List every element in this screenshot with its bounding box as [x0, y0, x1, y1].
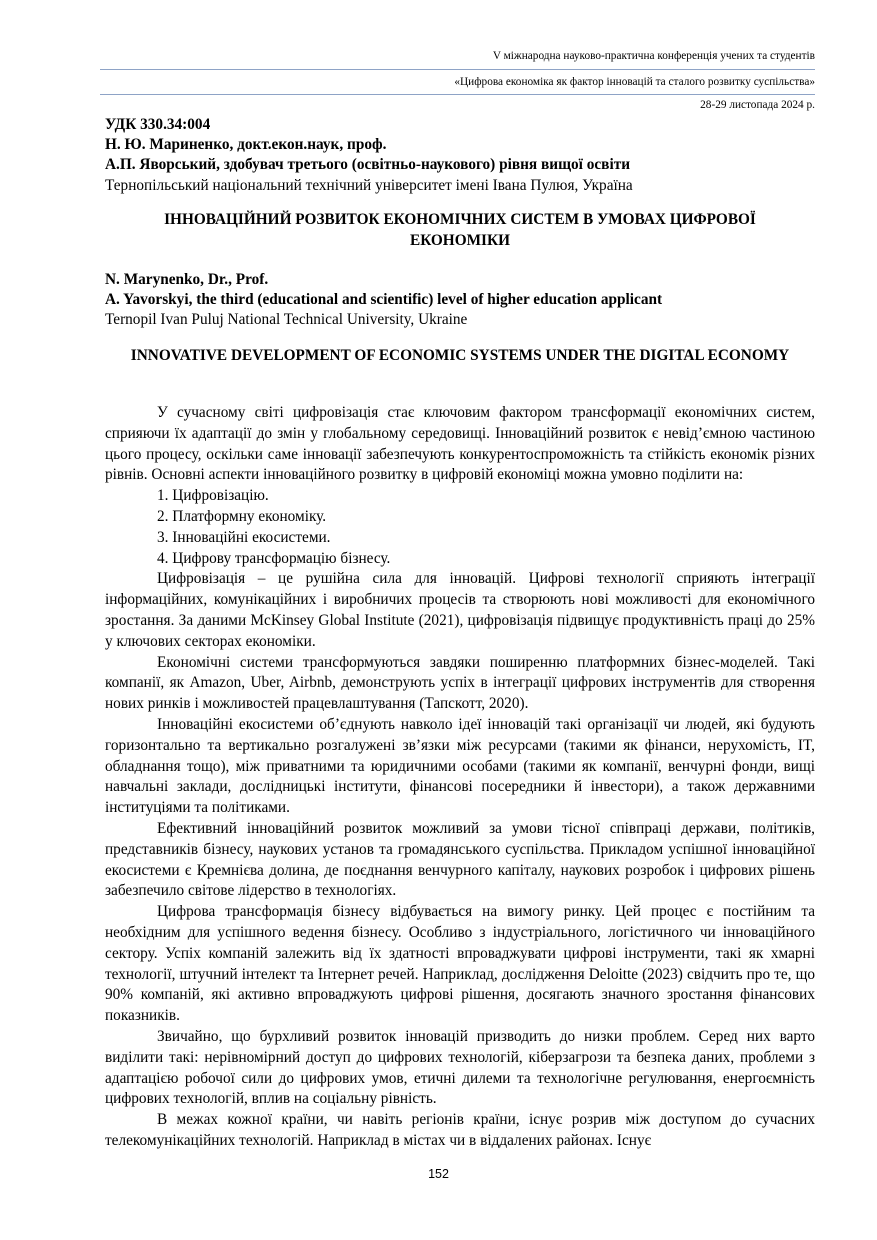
affiliation-ua: Тернопільський національний технічний університет імені Івана Пулюя, Україна [105, 177, 633, 194]
header-conference: V міжнародна науково-практична конференція учених та студентів [492, 50, 815, 62]
paragraph-digital-divide: В межах кожної країни, чи навіть регіонів країни, існує розрив між доступом до сучасних телекомунікаційних технологій. Наприклад в містах чи в віддалених районах. Існує [105, 1111, 815, 1149]
paragraph-digitalization: Цифровізація – це рушійна сила для інновацій. Цифрові технології сприяють інтеграції інформаційних, комунікаційних і виробничих процесів та створюють нові можливості для економічного зростання. За даними McKinsey Global Institute (2021), цифровізація підвищує продуктивність праці до 25% у ключових секторах економіки. [105, 570, 815, 650]
author-en-2: A. Yavorskyi, the third (educational and scientific) level of higher education applicant [105, 291, 663, 308]
title-ua: ІННОВАЦІЙНИЙ РОЗВИТОК ЕКОНОМІЧНИХ СИСТЕМ В УМОВАХ ЦИФРОВОЇ ЕКОНОМІКИ [164, 211, 756, 249]
paragraph-cooperation: Ефективний інноваційний розвиток можливий за умови тісної співпраці держави, політиків, представників бізнесу, наукових установ та громадянського суспільства. Прикладом успішної інноваційної екосистеми є Кремнієва долина, де поєднання венчурного капіталу, наукових розробок і цифрових рішень забезпечило світове лідерство в технологіях. [105, 819, 815, 900]
paragraph-platforms: Економічні системи трансформуються завдяки поширенню платформних бізнес-моделей. Такі компанії, як Amazon, Uber, Airbnb, демонструють успіх в інтеграції цифрових інструментів для створення нових ринків і можливостей працевлаштування (Тапскотт, 2020). [105, 653, 815, 713]
list-item: 2. Платформну економіку. [157, 507, 327, 525]
article-body [105, 403, 815, 1152]
author-en-1: N. Marynenko, Dr., Prof. [105, 271, 269, 288]
list-item: 1. Цифровізацію. [157, 487, 269, 505]
udc-code: УДК 330.34:004 [105, 116, 211, 133]
list-item: 4. Цифрову трансформацію бізнесу. [157, 549, 391, 567]
author-ua-2: А.П. Яворський, здобувач третього (освітньо-наукового) рівня вищої освіти [105, 156, 631, 173]
aspects-list [105, 486, 815, 569]
paragraph-problems: Звичайно, що бурхливий розвиток інновацій призводить до низки проблем. Серед них варто виділити такі: нерівномірний доступ до цифрових технологій, кіберзагрози та безпека даних, проблеми з адаптацією робочої сили до цифрових умов, етичні дилеми та технологічне регулювання, енергоємність цифрових технологій, вплив на соціальну рівність. [105, 1027, 815, 1108]
list-item: 3. Інноваційні екосистеми. [157, 528, 331, 546]
header-conference-title: «Цифрова економіка як фактор інновацій та сталого розвитку суспільства» [454, 76, 815, 88]
header-rule-1 [100, 69, 815, 70]
header-date: 28-29 листопада 2024 р. [700, 99, 815, 111]
title-en: INNOVATIVE DEVELOPMENT OF ECONOMIC SYSTEMS UNDER THE DIGITAL ECONOMY [130, 347, 790, 364]
header-rule-2 [100, 94, 815, 95]
paragraph-intro: У сучасному світі цифровізація стає ключовим фактором трансформації економічних систем, сприяючи їх адаптації до змін у глобальному середовищі. Інноваційний розвиток є невід’ємною частиною цього процесу, оскільки саме інновації забезпечують конкурентоспроможність та стійкість економік різних рівнів. Основні аспекти інноваційного розвитку в цифровій економіці можна умовно поділити на: [105, 404, 815, 484]
affiliation-en: Ternopil Ivan Puluj National Technical University, Ukraine [105, 311, 468, 328]
paragraph-transformation: Цифрова трансформація бізнесу відбувається на вимогу ринку. Цей процес є постійним та необхідним для успішного ведення бізнесу. Особливо з індустріального, логістичного чи інноваційного сектору. Успіх компаній залежить від їх здатності впроваджувати цифрові інструменти, такі як хмарні технології, штучний інтелект та Інтернет речей. Наприклад, дослідження Deloitte (2023) свідчить про те, що 90% компаній, які активно впроваджують цифрові рішення, досягають значного зростання фінансових показників. [105, 903, 815, 1025]
page-number: 152 [428, 1167, 449, 1181]
author-ua-1: Н. Ю. Мариненко, докт.екон.наук, проф. [105, 136, 387, 153]
paragraph-ecosystems: Інноваційні екосистеми об’єднують навколо ідеї інновацій такі організації чи людей, які будують горизонтально та вертикально розгалужені зв’язки між ресурсами (такими як фінанси, нерухомість, IT, обладнання тощо), між приватними та юридичними особами (такими як компанії, венчурні фонди, вищі навчальні заклади, дослідницькі інститути, фінансові посередники й інвестори), а також державними інституціями та політиками. [105, 715, 815, 817]
